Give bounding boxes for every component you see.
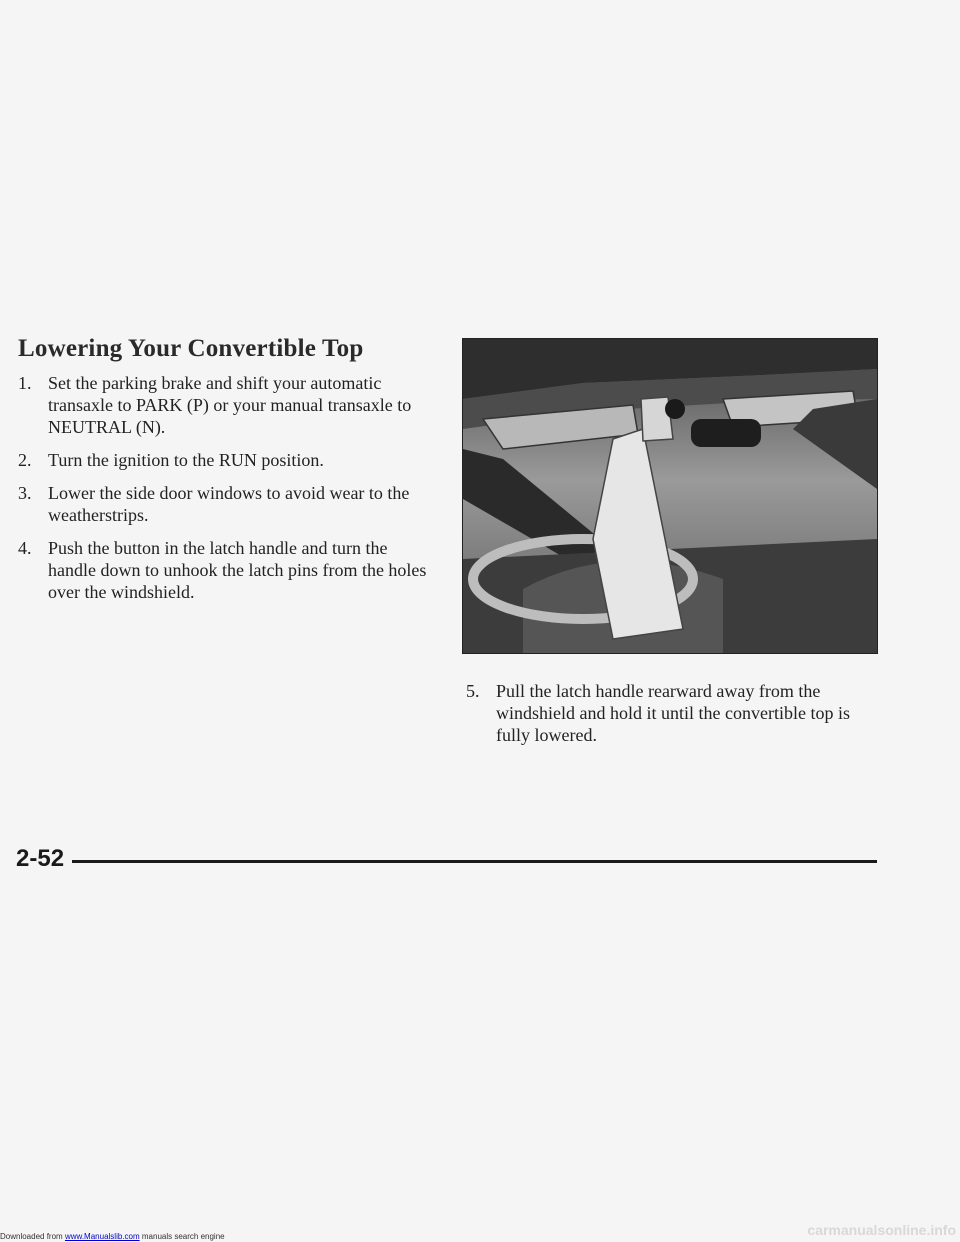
section-title: Lowering Your Convertible Top — [18, 335, 364, 362]
step-text: Push the button in the latch handle and turn the handle down to unhook the latch pins from the holes over the windshield. — [48, 538, 427, 602]
step-number: 2. — [18, 450, 32, 470]
steps-list — [18, 372, 438, 614]
step-number: 5. — [466, 681, 480, 701]
latch-handle-illustration — [462, 338, 878, 654]
list-item — [18, 482, 438, 526]
footer-rule — [72, 860, 877, 863]
step-text: Lower the side door windows to avoid wear to the weatherstrips. — [48, 483, 410, 525]
step-number: 1. — [18, 373, 32, 393]
step-number: 3. — [18, 483, 32, 503]
steps-list-continued — [466, 680, 876, 757]
footer-suffix: manuals search engine — [141, 1232, 225, 1241]
download-footer — [0, 1232, 960, 1242]
illustration-graphic — [463, 339, 877, 653]
list-item — [466, 680, 876, 746]
page-number: 2-52 — [16, 845, 65, 872]
step-text: Set the parking brake and shift your automatic transaxle to PARK (P) or your manual transaxle to NEUTRAL (N). — [48, 373, 412, 437]
step-text: Turn the ignition to the RUN position. — [48, 450, 324, 470]
watermark: carmanualsonline.info — [807, 1222, 956, 1238]
list-item — [18, 537, 438, 603]
manualslib-link[interactable]: www.Manualslib.com — [64, 1232, 140, 1241]
step-text: Pull the latch handle rearward away from the windshield and hold it until the convertible top is fully lowered. — [496, 681, 850, 745]
list-item — [18, 372, 438, 438]
step-number: 4. — [18, 538, 32, 558]
footer-prefix: Downloaded from — [0, 1232, 63, 1241]
list-item — [18, 449, 438, 471]
